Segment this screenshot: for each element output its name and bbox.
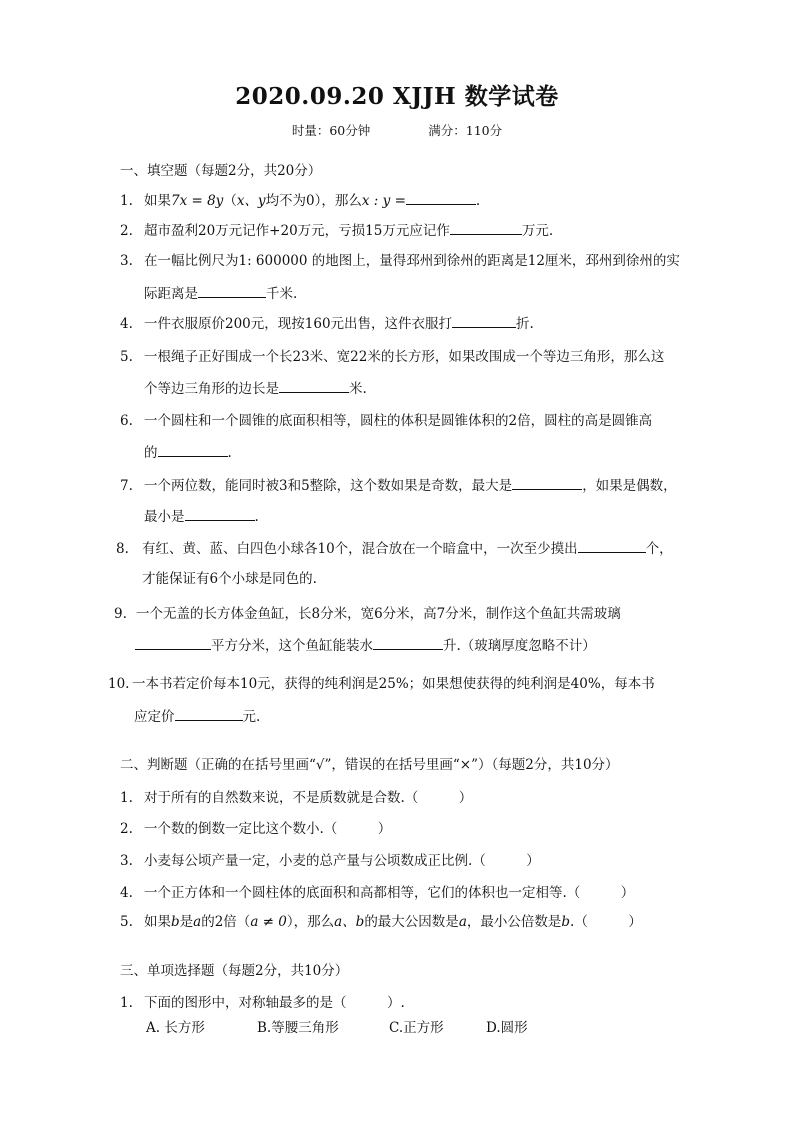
question-1-8: 8. 有红、黄、蓝、白四色小球各10个，混合放在一个暗盒中，一次至少摸出 个，: [116, 541, 673, 557]
question-number: 3.: [120, 253, 133, 269]
answer-blank[interactable]: [406, 191, 476, 205]
question-number: 5.: [120, 349, 133, 365]
question-number: 10.: [108, 676, 130, 692]
option-a[interactable]: A. 长方形: [146, 1020, 205, 1036]
question-1-5-cont: 个等边三角形的边长是 米.: [144, 381, 367, 397]
question-number: 4.: [120, 885, 133, 901]
exam-info: [0, 121, 794, 139]
question-2-2: 2. 一个数的倒数一定比这个数小.（ ）: [120, 821, 392, 837]
question-1-3-cont: 际距离是 千米.: [144, 286, 298, 302]
question-1-5: 5. 一根绳子正好围成一个长23米、宽22米的长方形，如果改围成一个等边三角形，那么这: [120, 349, 665, 365]
question-1-9: 9. 一个无盖的长方体金鱼缸，长8分米，宽6分米，高7分米，制作这个鱼缸共需玻璃: [114, 606, 621, 622]
answer-blank[interactable]: [158, 443, 228, 457]
section3-heading: 三、单项选择题（每题2分，共10分）: [120, 963, 349, 979]
question-1-10: 10. 一本书若定价每本10元，获得的纯利润是25%；如果想使获得的纯利润是40%，每本书: [108, 676, 655, 692]
question-number: 2.: [120, 821, 133, 837]
question-number: 4.: [120, 316, 133, 332]
question-1-9-cont: 平方分米，这个鱼缸能装水 升.（玻璃厚度忽略不计）: [135, 636, 596, 655]
question-2-3: 3. 小麦每公顷产量一定，小麦的总产量与公顷数成正比例.（ ）: [120, 853, 540, 869]
question-number: 8.: [116, 541, 129, 557]
page-title: 2020.09.20 XJJH 数学试卷: [235, 83, 559, 110]
question-1-3: 3. 在一幅比例尺为1: 600000 的地图上，量得邳州到徐州的距离是12厘米，邳州到徐州的实: [120, 253, 680, 269]
question-number: 7.: [120, 478, 133, 494]
question-1-1: 1. 如果7x = 8y（x、y均不为0），那么x : y = .: [120, 193, 481, 209]
question-number: 9.: [114, 606, 127, 622]
question-number: 3.: [120, 853, 133, 869]
question-2-4: 4. 一个正方体和一个圆柱体的底面积和高都相等，它们的体积也一定相等.（ ）: [120, 885, 635, 901]
answer-blank[interactable]: [373, 636, 443, 650]
equation: 7x = 8y: [171, 193, 224, 209]
question-number: 1.: [120, 790, 133, 806]
question-number: 6.: [120, 413, 133, 429]
question-2-5: 5. 如果b是a的2倍（a ≠ 0），那么a、b的最大公因数是a，最小公倍数是b.（ ）: [120, 914, 642, 930]
section1-heading: 一、填空题（每题2分，共20分）: [120, 163, 322, 179]
answer-blank[interactable]: [450, 221, 522, 235]
question-number: 2.: [120, 223, 133, 239]
question-1-6: 6. 一个圆柱和一个圆锥的底面积相等，圆柱的体积是圆锥体积的2倍，圆柱的高是圆锥高: [120, 413, 653, 429]
section2-heading: 二、判断题（正确的在括号里画“√”，错误的在括号里画“×”）（每题2分，共10分）: [120, 757, 619, 773]
answer-blank[interactable]: [452, 314, 516, 328]
full-score: 满分：110分: [428, 123, 503, 138]
answer-blank[interactable]: [578, 539, 646, 553]
question-number: 1.: [120, 193, 133, 209]
answer-blank[interactable]: [135, 636, 211, 650]
option-d[interactable]: D.圆形: [486, 1020, 528, 1036]
answer-blank[interactable]: [185, 507, 255, 521]
option-c[interactable]: C.正方形: [389, 1020, 444, 1036]
question-1-10-cont: 应定价 元.: [134, 709, 261, 725]
answer-blank[interactable]: [175, 707, 243, 721]
question-3-1: 1. 下面的图形中，对称轴最多的是（ ）.: [120, 995, 405, 1011]
question-1-7: 7. 一个两位数，能同时被3和5整除，这个数如果是奇数，最大是 ，如果是偶数，: [120, 478, 677, 494]
question-1-8-cont: 才能保证有6个小球是同色的.: [142, 571, 317, 587]
time-limit: 时量：60分钟: [291, 123, 371, 138]
answer-blank[interactable]: [512, 476, 582, 490]
question-1-2: 2. 超市盈利20万元记作+20万元，亏损15万元应记作 万元.: [120, 223, 554, 239]
question-number: 5.: [120, 914, 133, 930]
answer-blank[interactable]: [279, 379, 349, 393]
option-b[interactable]: B.等腰三角形: [257, 1020, 339, 1036]
question-1-6-cont: 的 .: [144, 445, 232, 461]
question-1-4: 4. 一件衣服原价200元，现按160元出售，这件衣服打 折.: [120, 316, 534, 332]
question-2-1: 1. 对于所有的自然数来说，不是质数就是合数.（ ）: [120, 790, 473, 806]
question-number: 1.: [120, 995, 133, 1011]
answer-blank[interactable]: [198, 284, 266, 298]
question-1-7-cont: 最小是 .: [144, 509, 259, 525]
